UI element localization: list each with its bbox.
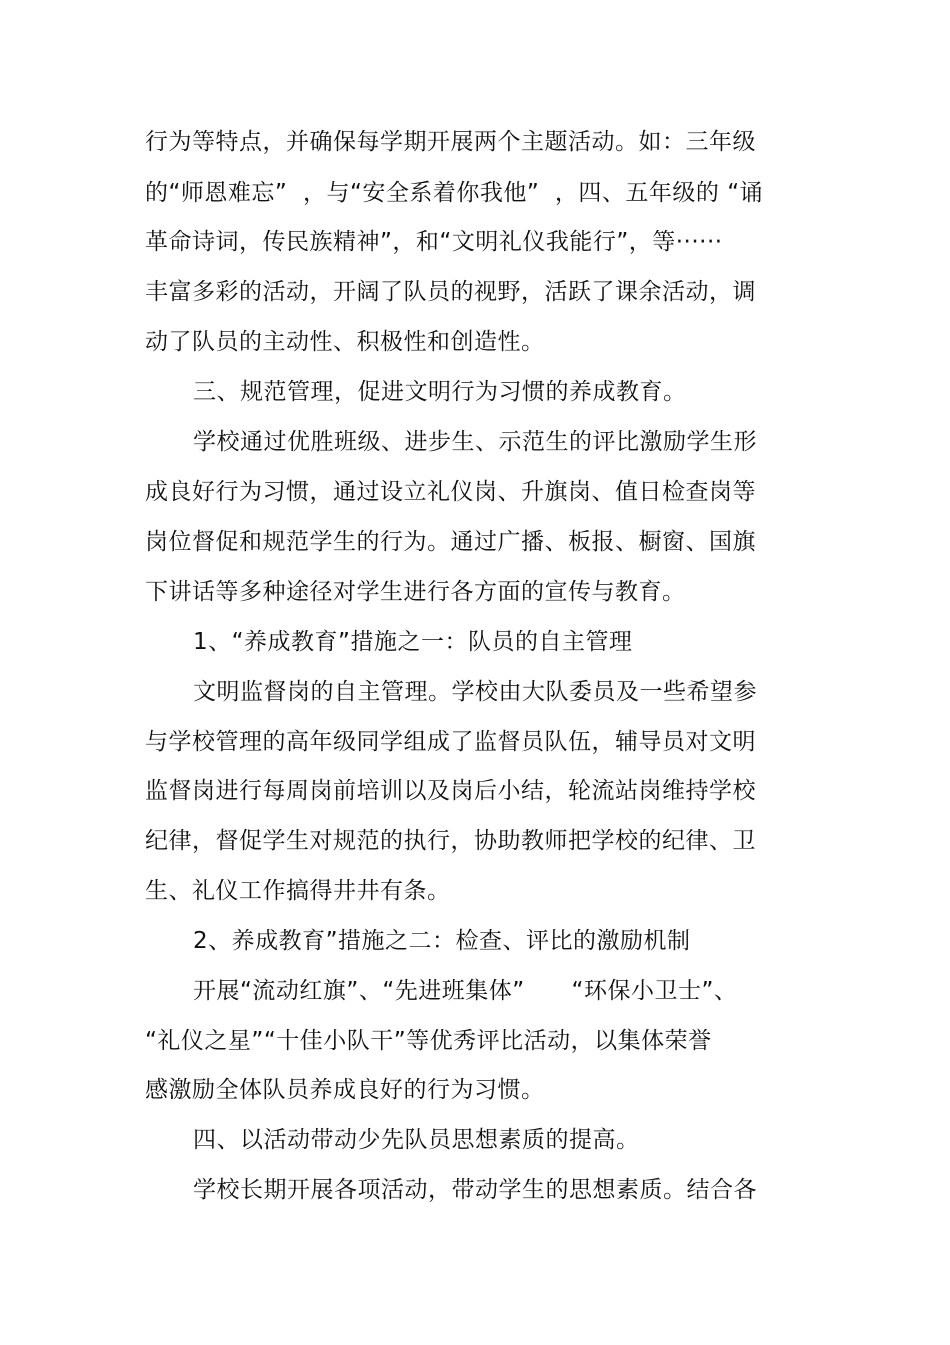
section-heading-3: 三、规范管理，促进文明行为习惯的养成教育。 [193,379,687,405]
text-line-10: 下讲话等多种途径对学生进行各方面的宣传与教育。 [145,579,686,605]
text-line-15: 纪律，督促学生对规范的执行，协助教师把学校的纪律、卫 [145,828,756,854]
text-line-13: 与学校管理的高年级同学组成了监督员队伍，辅导员对文明 [145,729,756,755]
text-line-7: 学校通过优胜班级、进步生、示范生的评比激励学生形 [193,429,757,455]
subheading-measure-1: 1、“养成教育”措施之一：队员的自主管理 [193,629,633,655]
text-line-22: 学校长期开展各项活动，带动学生的思想素质。结合各 [193,1177,757,1203]
text-line-20: 感激励全体队员养成良好的行为习惯。 [145,1077,545,1103]
text-line-5: 动了队员的主动性、积极性和创造性。 [145,329,545,355]
section-heading-4: 四、以活动带动少先队员思想素质的提高。 [193,1127,640,1153]
text-line-1: 行为等特点，并确保每学期开展两个主题活动。如：三年级 [145,129,756,155]
text-line-4: 丰富多彩的活动，开阔了队员的视野，活跃了课余活动，调 [145,279,756,305]
text-line-18: 开展“流动红旗”、“先进班集体” “环保小卫士”、 [193,978,738,1004]
text-line-14: 监督岗进行每周岗前培训以及岗后小结，轮流站岗维持学校 [145,778,756,804]
text-line-16: 生、礼仪工作搞得井井有条。 [145,878,451,904]
text-line-12: 文明监督岗的自主管理。学校由大队委员及一些希望参 [193,679,757,705]
text-line-3: 革命诗词，传民族精神”，和“文明礼仪我能行”，等······ [145,229,723,255]
text-line-9: 岗位督促和规范学生的行为。通过广播、板报、橱窗、国旗 [145,529,756,555]
text-line-2: 的“师恩难忘” ，与“安全系着你我他” ，四、五年级的 “诵 [145,180,764,206]
subheading-measure-2: 2、养成教育”措施之二：检查、评比的激励机制 [193,928,691,954]
text-line-19: “礼仪之星”“十佳小队干”等优秀评比活动，以集体荣誉 [145,1028,712,1054]
text-line-8: 成良好行为习惯，通过设立礼仪岗、升旗岗、值日检查岗等 [145,479,756,505]
